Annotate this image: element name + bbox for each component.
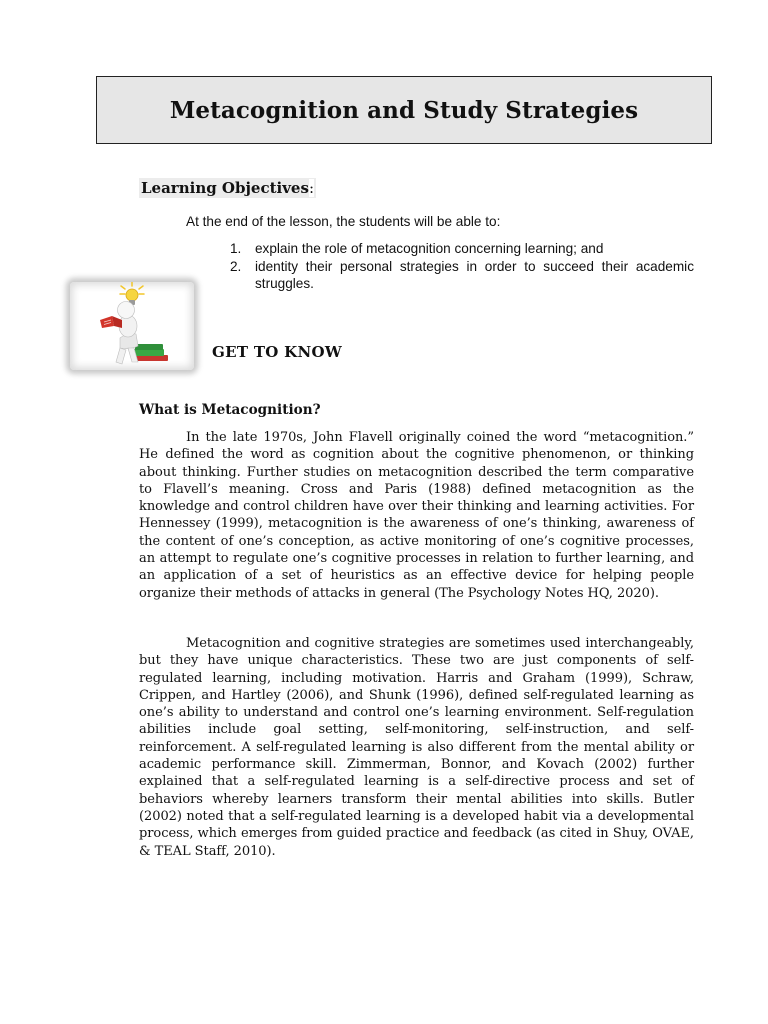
body-paragraph: Metacognition and cognitive strategies are sometimes used interchangeably, but they have unique characteristics. These two are just components of self-regulated learning, including motivation. Harris and Graham (1999), Schraw, Crippen, and Hartley (2006), and Shunk (1996), defined self-regulated learning as one’s ability to understand and control one’s learning environment. Self-regulation abilities include goal setting, self-monitoring, self-instruction, and self-reinforcement. A self-regulated learning is also different from the mental ability or academic performance skill. Zimmerman, Bonnor, and Kovach (2002) further explained that a self-regulated learning is a self-directive process and set of behaviors whereby learners transform their mental abilities into skills. Butler (2002) noted that a self-regulated learning is a developed habit via a developmental process, which emerges from guided practice and feedback (as cited in Shuy, OVAE, & TEAL Staff, 2010). xyxy=(139,636,694,859)
reading-figure-image xyxy=(70,282,194,370)
section-subheading: What is Metacognition? xyxy=(139,402,321,418)
body-paragraph: In the late 1970s, John Flavell originally coined the word “metacognition.” He defined the word as cognition about the cognitive phenomenon, or thinking about thinking. Further studies on metacognition described the term comparative to Flavell’s meaning. Cross and Paris (1988) defined metacognition as the knowledge and control children have over their thinking and learning activities. For Hennessey (1999), metacognition is the awareness of one’s thinking, awareness of the content of one’s conception, as active monitoring of one’s cognitive processes, an attempt to regulate one’s cognitive processes in relation to further learning, and an application of a set of heuristics as an effective device for helping people organize their methods of attacks in general (The Psychology Notes HQ, 2020). xyxy=(139,430,694,601)
list-text: explain the role of metacognition concerning learning; and xyxy=(255,241,604,256)
list-text: identity their personal strategies in order to succeed their academic struggles. xyxy=(255,258,694,291)
list-number: 2. xyxy=(230,258,242,274)
get-to-know-heading: GET TO KNOW xyxy=(212,343,343,361)
list-item xyxy=(230,240,694,258)
learning-objectives-heading xyxy=(139,178,316,198)
title-box xyxy=(96,76,712,144)
list-item xyxy=(230,258,694,293)
objectives-intro: At the end of the lesson, the students will be able to: xyxy=(186,214,501,229)
reading-person-icon xyxy=(100,302,138,365)
reading-illustration xyxy=(70,282,194,370)
heading-colon: : xyxy=(308,179,314,197)
objectives-list xyxy=(230,240,694,293)
learning-objectives-label: Learning Objectives xyxy=(141,179,309,197)
page-title: Metacognition and Study Strategies xyxy=(169,96,639,124)
list-number: 1. xyxy=(230,241,242,256)
